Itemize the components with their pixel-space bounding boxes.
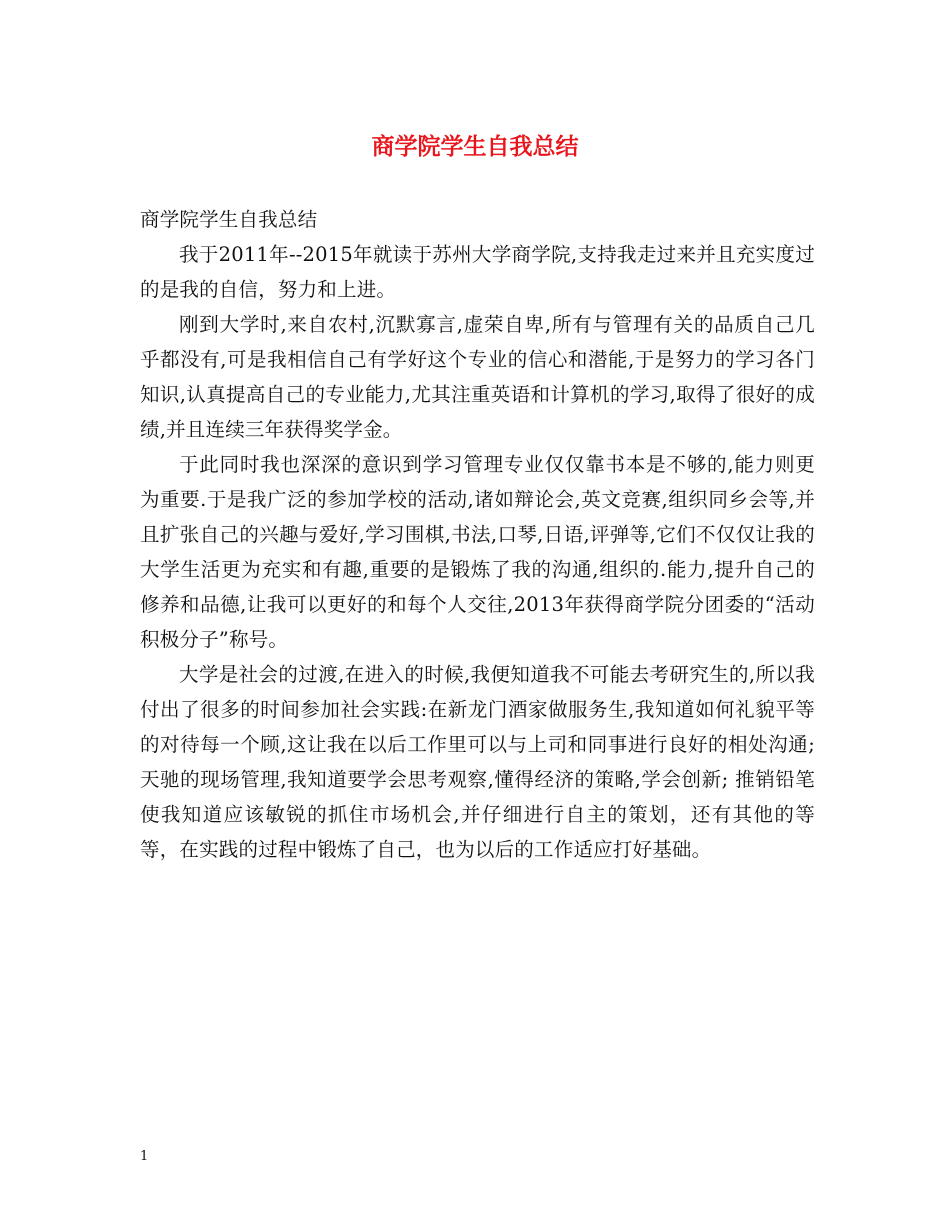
document-subtitle: 商学院学生自我总结 bbox=[140, 208, 318, 231]
paragraph-4: 大学是社会的过渡,在进入的时候,我便知道我不可能去考研究生的,所以我付出了很多的时间参加社会实践:在新龙门酒家做服务生,我知道如何礼貌平等的对待每一个顾,这让我在以后工作里可以与上司和同事进行良好的相处沟通; 天驰的现场管理,我知道要学会思考观察,懂得经济的策略,学会创新; 推销铅笔使我知道应该敏锐的抓住市场机会,并仔细进行自主的策划，还有其他的等等，在实践的过程中锻炼了自己，也为以后的工作适应打好基础。 bbox=[140, 663, 815, 861]
paragraph-2: 刚到大学时,来自农村,沉默寡言,虚荣自卑,所有与管理有关的品质自己几乎都没有,可是我相信自己有学好这个专业的信心和潜能,于是努力的学习各门知识,认真提高自己的专业能力,尤其注重英语和计算机的学习,取得了很好的成绩,并且连续三年获得奖学金。 bbox=[140, 313, 815, 441]
page-title: 商学院学生自我总结 bbox=[371, 133, 579, 160]
document-body bbox=[140, 202, 815, 867]
page-number: 1 bbox=[140, 1149, 149, 1164]
paragraph-1: 我于2011年--2015年就读于苏州大学商学院,支持我走过来并且充实度过的是我的自信，努力和上进。 bbox=[140, 243, 815, 301]
paragraph-3: 于此同时我也深深的意识到学习管理专业仅仅靠书本是不够的,能力则更为重要.于是我广泛的参加学校的活动,诸如辩论会,英文竞赛,组织同乡会等,并且扩张自己的兴趣与爱好,学习围棋,书法,口琴,日语,评弹等,它们不仅仅让我的大学生活更为充实和有趣,重要的是锻炼了我的沟通,组织的.能力,提升自己的修养和品德,让我可以更好的和每个人交往,2013年获得商学院分团委的“活动积极分子”称号。 bbox=[140, 453, 815, 651]
